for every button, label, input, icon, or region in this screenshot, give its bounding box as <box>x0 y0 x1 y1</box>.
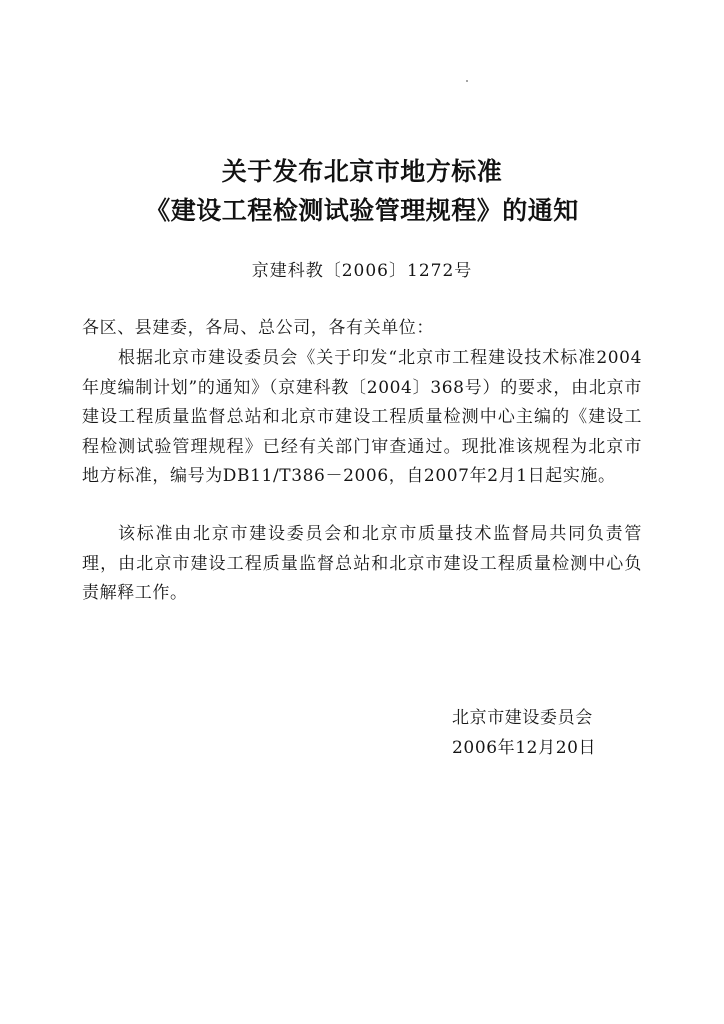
document-number: 京建科教〔2006〕1272号 <box>251 261 473 281</box>
notice-title-line-1: 关于发布北京市地方标准 <box>221 157 503 186</box>
salutation: 各区、县建委，各局、总公司，各有关单位： <box>82 318 434 338</box>
body-paragraph-2: 该标准由北京市建设委员会和北京市质量技术监督局共同负责管理，由北京市建设工程质量监督总站和北京市建设工程质量检测中心负责解释工作。 <box>82 524 642 603</box>
scan-speck <box>466 80 468 82</box>
notice-title-line-2: 《建设工程检测试验管理规程》的通知 <box>145 196 579 225</box>
body-paragraph-1: 根据北京市建设委员会《关于印发“北京市工程建设技术标准2004年度编制计划”的通知》（京建科教〔2004〕368号）的要求，由北京市建设工程质量监督总站和北京市建设工程质量检测中心主编的《建设工程检测试验管理规程》已经有关部门审查通过。现批准该规程为北京市地方标准，编号为DB11/T386－2006，自2007年2月1日起实施。 <box>82 348 642 486</box>
issue-date: 2006年12月20日 <box>452 738 597 758</box>
issuing-authority: 北京市建设委员会 <box>452 708 593 728</box>
